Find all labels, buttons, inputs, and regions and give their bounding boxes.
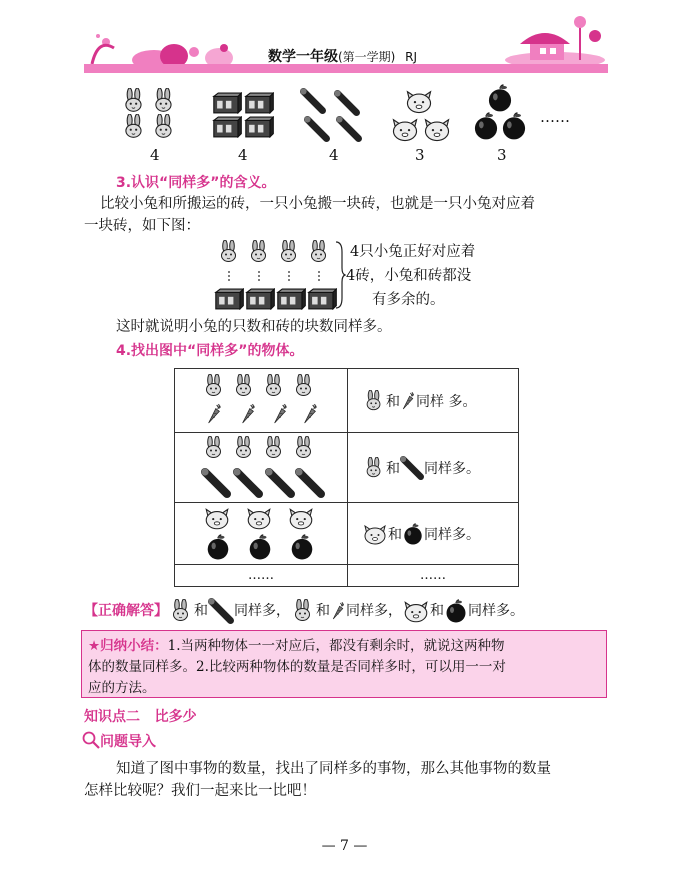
cats-apples-figure (175, 504, 347, 564)
question-intro-line2: 怎样比较呢？我们一起来比一比吧！ (84, 783, 316, 799)
connector-and: 和 (388, 526, 402, 543)
answer-line (84, 598, 524, 624)
section3-conclusion: 这时就说明小兔的只数和砖的块数同样多。 (116, 319, 392, 335)
rabbit-icon (362, 457, 386, 479)
answer-same-3: 同样多。 (468, 603, 524, 619)
carrot-icon (400, 391, 416, 411)
rabbits-carrots-figure (175, 370, 347, 432)
table-row (175, 503, 519, 565)
top-ellipsis: …… (540, 108, 570, 126)
log-icon (400, 456, 424, 480)
cat-icon (402, 599, 430, 623)
connector-and: 和 (386, 460, 400, 477)
table-cell-answer (348, 433, 519, 503)
carrot-icon (330, 601, 346, 621)
rabbits-logs-figure (175, 434, 347, 502)
house-decoration-icon (500, 14, 610, 66)
summary-label: ★归纳小结： (88, 638, 168, 654)
header-decoration-right (500, 14, 610, 66)
rabbit-icon (168, 599, 194, 623)
same-text: 同样多。 (424, 526, 480, 543)
answer-label: 【正确解答】 (84, 603, 168, 619)
count-apples: 3 (497, 146, 507, 164)
apple-icon (444, 599, 468, 623)
summary-line3: 应的方法。 (88, 680, 156, 696)
section3-para-line2: 一块砖，如下图： (84, 218, 200, 234)
connector-and: 和 (386, 393, 400, 410)
answer-same-1: 同样多， (234, 603, 290, 619)
answer-same-2: 同样多， (346, 603, 402, 619)
correspondence-figure (212, 240, 342, 312)
section3-para-line1: 比较小兔和所搬运的砖，一只小兔搬一块砖，也就是一只小兔对应着 (100, 196, 535, 212)
log-icon (208, 598, 234, 624)
summary-line2: 体的数量同样多。2.比较两种物体的数量是否同样多时，可以用一一对 (88, 659, 506, 675)
apple-icon (402, 523, 424, 545)
table-ellipsis-left: …… (175, 565, 348, 587)
count-rabbits: 4 (150, 146, 160, 164)
summary-box (81, 630, 607, 698)
group-rabbits (120, 88, 184, 142)
table-row (175, 369, 519, 433)
book-title: 数学一年级 (268, 49, 338, 65)
table-cell-picture (175, 433, 348, 503)
question-intro-label: 问题导入 (100, 734, 156, 750)
same-text: 同样 多。 (416, 393, 477, 410)
group-apples (472, 84, 536, 144)
answer-and-2: 和 (316, 603, 330, 619)
knowledge-point-title: 比多少 (154, 709, 197, 725)
question-intro-line1: 知道了图中事物的数量，找出了同样多的事物，那么其他事物的数量 (116, 761, 551, 777)
brace-line3: 有多余的。 (372, 292, 445, 308)
section4-heading: 4.找出图中“同样多”的物体。 (116, 343, 304, 359)
table-cell-picture (175, 503, 348, 565)
table-cell-picture (175, 369, 348, 433)
brace-line1: 4只小兔正好对应着 (350, 244, 476, 260)
semester: (第一学期) (338, 50, 396, 64)
summary-line1: 1.当两种物体一一对应后，都没有剩余时，就说这两种物 (167, 638, 505, 654)
table-ellipsis-right: …… (348, 565, 519, 587)
header-decoration-left (84, 28, 244, 68)
knowledge-point-label: 知识点二 (84, 709, 140, 725)
group-logs (298, 88, 368, 146)
flower-decoration-icon (84, 28, 244, 68)
cat-icon (362, 523, 388, 545)
same-amount-table (174, 368, 519, 587)
page-number: — 7 — (321, 838, 368, 854)
group-cats (390, 88, 454, 146)
same-text: 同样多。 (424, 460, 480, 477)
count-bricks: 4 (238, 146, 248, 164)
edition: RJ (405, 50, 418, 64)
table-row (175, 565, 519, 587)
answer-and-3: 和 (430, 603, 444, 619)
knowledge-point-heading (84, 706, 197, 726)
brace-line2: 4砖，小兔和砖都没 (346, 268, 472, 284)
rabbit-icon (362, 390, 386, 412)
section3-heading: 3.认识“同样多”的含义。 (116, 175, 276, 191)
group-bricks (212, 92, 276, 142)
brace (334, 240, 346, 310)
table-cell-answer (348, 369, 519, 433)
magnifier-icon (82, 731, 100, 749)
table-row (175, 433, 519, 503)
header-title (268, 46, 417, 66)
answer-and-1: 和 (194, 603, 208, 619)
rabbit-icon (290, 599, 316, 623)
table-cell-answer (348, 503, 519, 565)
count-cats: 3 (415, 146, 425, 164)
count-logs: 4 (329, 146, 339, 164)
